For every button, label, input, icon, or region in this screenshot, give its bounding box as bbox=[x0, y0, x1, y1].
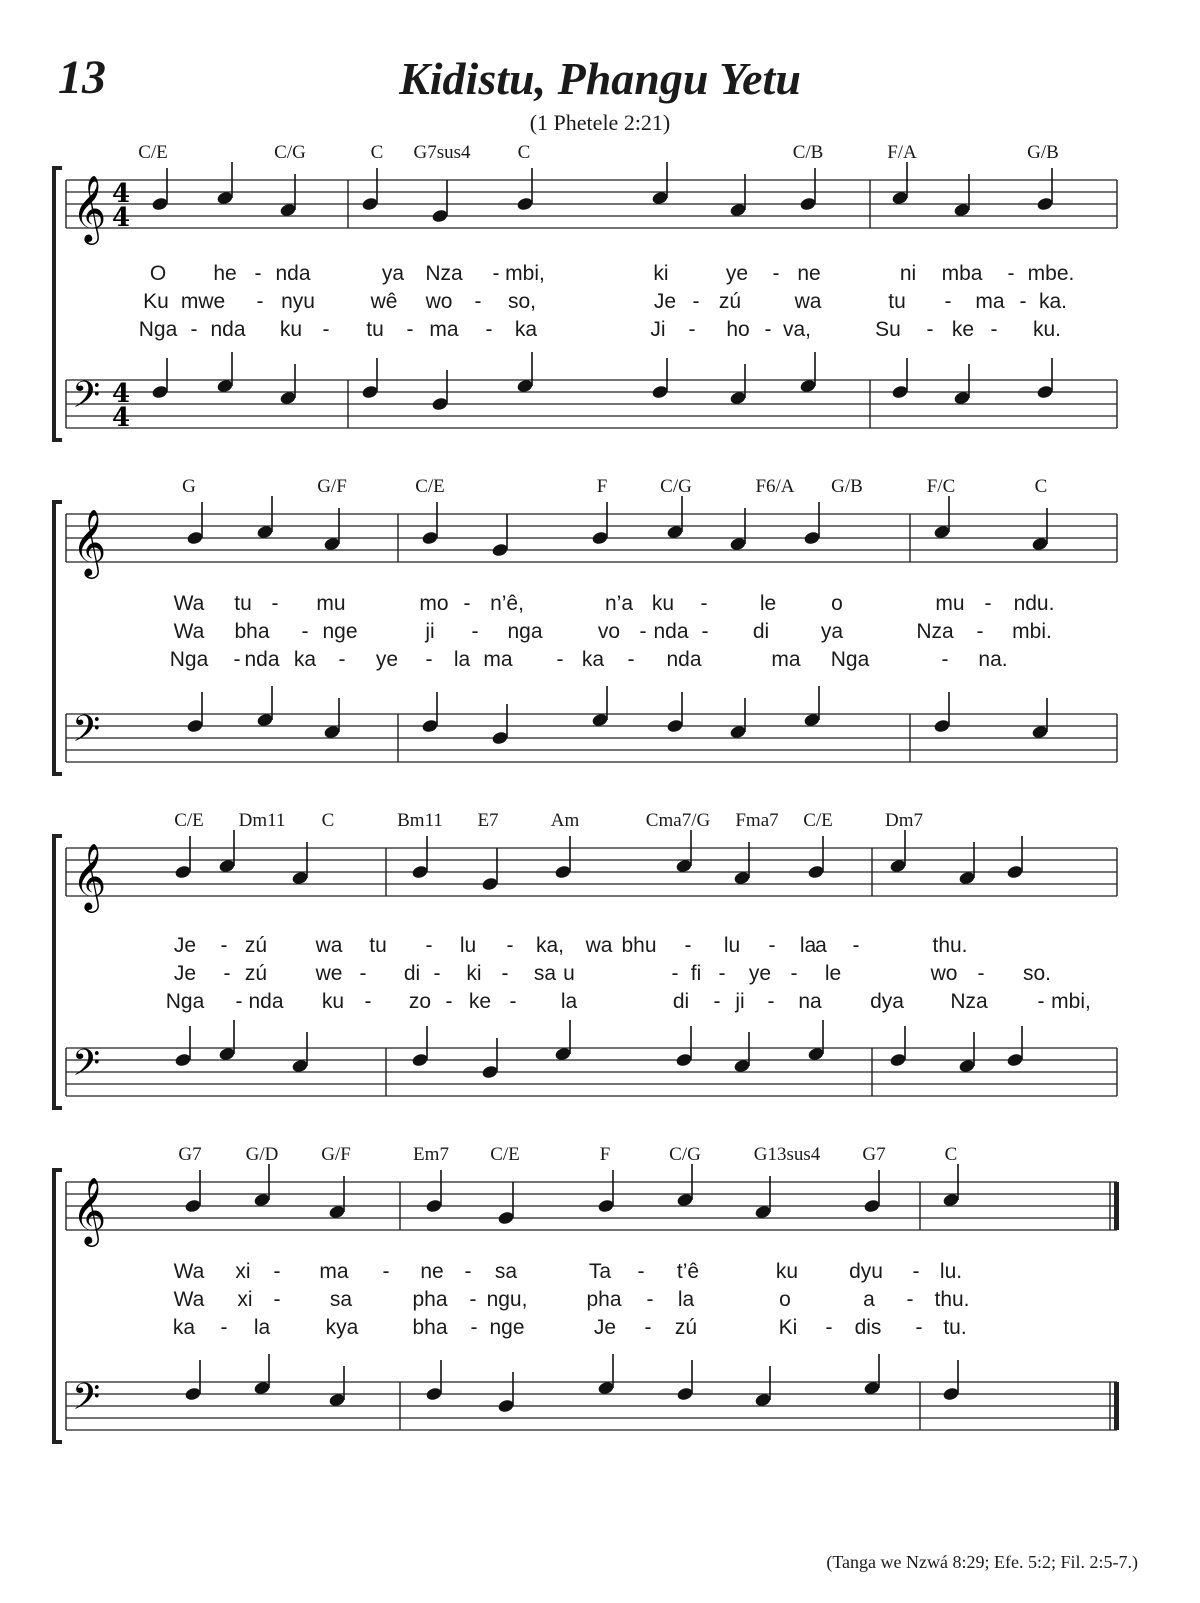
lyric-syllable: - bbox=[644, 1316, 652, 1339]
chord-symbol: G7 bbox=[862, 1144, 886, 1165]
chord-symbol: C/G bbox=[660, 476, 692, 497]
lyric-syllable: - bbox=[464, 1260, 472, 1283]
time-signature: 4 bbox=[112, 379, 131, 409]
chord-symbol: C/E bbox=[490, 1144, 520, 1165]
lyric-syllable: - bbox=[825, 1316, 833, 1339]
lyric-syllable: ya bbox=[381, 262, 405, 285]
lyric-syllable: - bbox=[627, 648, 635, 671]
lyric-syllable: Nga bbox=[165, 990, 205, 1013]
lyric-syllable: - bbox=[941, 648, 949, 671]
chord-symbol: G bbox=[182, 476, 196, 497]
lyric-syllable: Ki bbox=[778, 1316, 798, 1339]
lyric-syllable: xi bbox=[235, 1260, 251, 1283]
lyric-syllable: ne bbox=[797, 262, 821, 285]
lyric-syllable: ku bbox=[279, 318, 303, 341]
lyric-syllable: mu bbox=[316, 592, 346, 615]
chord-symbol: Dm7 bbox=[885, 810, 923, 831]
lyric-syllable: la bbox=[253, 1316, 271, 1339]
lyric-syllable: - bbox=[382, 1260, 390, 1283]
treble-clef: 𝄞 bbox=[72, 1176, 107, 1244]
lyric-syllable: ma bbox=[771, 648, 801, 671]
lyric-syllable: tu bbox=[234, 592, 252, 615]
lyric-syllable: - bbox=[790, 962, 798, 985]
chord-symbol: Am bbox=[550, 810, 580, 831]
lyric-syllable: - bbox=[501, 962, 509, 985]
lyric-syllable: - bbox=[470, 1316, 478, 1339]
lyric-syllable: Ku bbox=[143, 290, 169, 313]
lyric-syllable: Je bbox=[593, 1316, 617, 1339]
lyric-syllable: ye bbox=[748, 962, 772, 985]
lyric-syllable: ka bbox=[581, 648, 605, 671]
lyric-syllable: sa bbox=[533, 962, 557, 985]
lyric-syllable: nda bbox=[653, 620, 689, 643]
lyric-syllable: dya bbox=[870, 990, 904, 1013]
lyric-syllable: - bbox=[684, 934, 692, 957]
lyric-syllable: ni bbox=[899, 262, 917, 285]
lyric-syllable: Wa bbox=[173, 1288, 205, 1311]
chord-symbol: G/B bbox=[1027, 142, 1059, 163]
lyric-syllable: we bbox=[315, 962, 343, 985]
time-signature: 4 bbox=[112, 403, 131, 433]
final-barline bbox=[1114, 1382, 1119, 1430]
lyric-syllable: - bbox=[322, 318, 330, 341]
system-bracket bbox=[54, 1170, 62, 1442]
lyric-syllable: lu. bbox=[939, 1260, 963, 1283]
lyric-syllable: - bbox=[944, 290, 952, 313]
lyric-syllable: nga bbox=[507, 620, 543, 643]
lyric-syllable: dyu bbox=[849, 1260, 883, 1283]
lyric-syllable: Je bbox=[173, 934, 197, 957]
lyric-syllable: xi bbox=[237, 1288, 253, 1311]
lyric-syllable: na. bbox=[978, 648, 1008, 671]
lyric-syllable: tu. bbox=[943, 1316, 967, 1339]
lyric-syllable: ye bbox=[375, 648, 399, 671]
chord-symbol: Fma7 bbox=[735, 810, 779, 831]
lyric-syllable: - bbox=[445, 990, 453, 1013]
lyric-syllable: Nga bbox=[169, 648, 209, 671]
lyric-syllable: - bbox=[718, 962, 726, 985]
lyric-syllable: Wa bbox=[173, 1260, 205, 1283]
lyric-syllable: ma bbox=[429, 318, 459, 341]
lyric-syllable: - bbox=[915, 1316, 923, 1339]
lyric-syllable: - bbox=[254, 262, 262, 285]
lyric-syllable: nda bbox=[248, 990, 284, 1013]
lyric-syllable: ji bbox=[425, 620, 435, 643]
lyric-syllable: - bbox=[1007, 262, 1015, 285]
lyric-syllable: nyu bbox=[281, 290, 315, 313]
lyric-syllable: - bbox=[556, 648, 564, 671]
lyric-syllable: - bbox=[688, 318, 696, 341]
lyric-syllable: Nga bbox=[138, 318, 178, 341]
lyric-syllable: - bbox=[463, 592, 471, 615]
bass-clef: 𝄢 bbox=[72, 1376, 101, 1427]
lyric-syllable: - bbox=[364, 990, 372, 1013]
chord-symbol: C/E bbox=[174, 810, 204, 831]
lyric-syllable: - bbox=[990, 318, 998, 341]
lyric-syllable: - bbox=[506, 934, 514, 957]
lyric-syllable: mbi. bbox=[1012, 620, 1052, 643]
lyric-syllable: la bbox=[799, 934, 817, 957]
lyric-syllable: wa bbox=[794, 290, 822, 313]
system-bracket bbox=[54, 168, 62, 440]
treble-clef: 𝄞 bbox=[72, 842, 107, 910]
lyric-syllable: ku. bbox=[1032, 318, 1062, 341]
treble-clef: 𝄞 bbox=[72, 174, 107, 242]
lyric-syllable: - bbox=[220, 934, 228, 957]
lyric-syllable: - bbox=[359, 962, 367, 985]
lyric-syllable: lu bbox=[723, 934, 741, 957]
lyric-syllable: Nza bbox=[916, 620, 954, 643]
lyric-syllable: - bbox=[425, 934, 433, 957]
lyric-syllable: - bbox=[692, 290, 700, 313]
chord-symbol: F/A bbox=[887, 142, 917, 163]
lyric-syllable: Ji bbox=[650, 318, 666, 341]
chord-symbol: G7sus4 bbox=[413, 142, 471, 163]
lyric-syllable: le bbox=[824, 962, 842, 985]
lyric-syllable: ye bbox=[725, 262, 749, 285]
treble-clef: 𝄞 bbox=[72, 508, 107, 576]
lyric-syllable: Wa bbox=[173, 592, 205, 615]
lyric-syllable: ku bbox=[651, 592, 675, 615]
lyric-syllable: o bbox=[831, 592, 843, 615]
lyric-syllable: u bbox=[563, 962, 575, 985]
bass-clef: 𝄢 bbox=[72, 708, 101, 759]
chord-symbol: C/E bbox=[803, 810, 833, 831]
lyric-syllable: la bbox=[560, 990, 578, 1013]
lyric-syllable: - bbox=[639, 620, 647, 643]
lyric-syllable: Su bbox=[875, 318, 901, 341]
lyric-syllable: va, bbox=[782, 318, 812, 341]
lyric-syllable: mwe bbox=[180, 290, 226, 313]
lyric-syllable: n’a bbox=[604, 592, 634, 615]
lyric-syllable: di bbox=[752, 620, 770, 643]
lyric-syllable: - bbox=[926, 318, 934, 341]
bass-clef: 𝄢 bbox=[72, 374, 101, 425]
lyric-syllable: wo bbox=[425, 290, 453, 313]
lyric-syllable: - bbox=[984, 592, 992, 615]
lyric-syllable: mbe. bbox=[1027, 262, 1075, 285]
chord-symbol: C bbox=[517, 142, 531, 163]
lyric-syllable: mbi, bbox=[505, 262, 545, 285]
lyric-syllable: Wa bbox=[173, 620, 205, 643]
lyric-syllable: thu. bbox=[934, 1288, 970, 1311]
lyric-syllable: n’ê, bbox=[490, 592, 524, 615]
lyric-syllable: zú bbox=[244, 962, 268, 985]
lyric-syllable: fi bbox=[690, 962, 702, 985]
chord-symbol: E7 bbox=[477, 810, 499, 831]
footer-references: (Tanga we Nzwá 8:29; Efe. 5:2; Fil. 2:5-7.) bbox=[826, 1552, 1138, 1572]
lyric-syllable: bhu bbox=[621, 934, 657, 957]
chord-symbol: F bbox=[596, 476, 608, 497]
lyric-syllable: - bbox=[852, 934, 860, 957]
chord-symbol: G/D bbox=[245, 1144, 279, 1165]
lyric-syllable: thu. bbox=[932, 934, 968, 957]
lyric-syllable: nda bbox=[210, 318, 246, 341]
chord-symbol: C/G bbox=[669, 1144, 701, 1165]
lyric-syllable: Nza bbox=[425, 262, 463, 285]
lyric-syllable: ku bbox=[775, 1260, 799, 1283]
lyric-syllable: - bbox=[469, 1288, 477, 1311]
lyric-syllable: mbi, bbox=[1051, 990, 1091, 1013]
lyric-syllable: zo bbox=[408, 990, 432, 1013]
chord-symbol: C/B bbox=[792, 142, 824, 163]
time-signature: 4 bbox=[112, 179, 131, 209]
lyric-syllable: - bbox=[301, 620, 309, 643]
lyric-syllable: - bbox=[701, 620, 709, 643]
lyric-syllable: - bbox=[220, 1316, 228, 1339]
chord-symbol: Cma7/G bbox=[645, 810, 711, 831]
lyric-syllable: vo bbox=[597, 620, 621, 643]
lyric-syllable: he bbox=[213, 262, 237, 285]
lyric-syllable: - bbox=[256, 290, 264, 313]
chord-symbol: F bbox=[599, 1144, 611, 1165]
lyric-syllable: Ta bbox=[588, 1260, 612, 1283]
lyric-syllable: ho bbox=[726, 318, 750, 341]
lyric-syllable: nge bbox=[322, 620, 358, 643]
lyric-syllable: t’ê bbox=[676, 1260, 700, 1283]
lyric-syllable: sa bbox=[494, 1260, 518, 1283]
lyric-syllable: a bbox=[863, 1288, 875, 1311]
lyric-syllable: - bbox=[474, 290, 482, 313]
lyric-syllable: ndu. bbox=[1013, 592, 1055, 615]
hymn-title: Kidistu, Phangu Yetu bbox=[399, 53, 801, 104]
lyric-syllable: - bbox=[223, 962, 231, 985]
lyric-syllable: tu bbox=[366, 318, 384, 341]
lyric-syllable: dis bbox=[854, 1316, 882, 1339]
lyric-syllable: na bbox=[798, 990, 822, 1013]
lyric-syllable: - bbox=[912, 1260, 920, 1283]
lyric-syllable: nda bbox=[244, 648, 280, 671]
lyric-syllable: a bbox=[815, 934, 827, 957]
lyric-syllable: Nza bbox=[950, 990, 988, 1013]
system-bracket bbox=[54, 502, 62, 774]
system-bracket bbox=[54, 836, 62, 1108]
chord-symbol: C/E bbox=[415, 476, 445, 497]
lyric-syllable: ma bbox=[319, 1260, 349, 1283]
lyric-syllable: - bbox=[485, 318, 493, 341]
lyric-syllable: - bbox=[700, 592, 708, 615]
lyric-syllable: - bbox=[471, 620, 479, 643]
chord-symbol: C/E bbox=[138, 142, 168, 163]
lyric-syllable: ku bbox=[321, 990, 345, 1013]
lyric-syllable: wo bbox=[930, 962, 958, 985]
lyric-syllable: mu bbox=[935, 592, 965, 615]
lyric-syllable: - bbox=[671, 962, 679, 985]
final-barline bbox=[1114, 1182, 1119, 1230]
lyric-syllable: - bbox=[976, 620, 984, 643]
hymn-number: 13 bbox=[58, 51, 106, 104]
scripture-reference: (1 Phetele 2:21) bbox=[529, 110, 671, 135]
lyric-syllable: mo bbox=[419, 592, 449, 615]
lyric-syllable: zú bbox=[674, 1316, 698, 1339]
lyric-syllable: wê bbox=[370, 290, 398, 313]
lyric-syllable: - bbox=[509, 990, 517, 1013]
lyric-syllable: - bbox=[764, 318, 772, 341]
lyric-syllable: - bbox=[406, 318, 414, 341]
lyric-syllable: ma bbox=[975, 290, 1005, 313]
lyric-syllable: O bbox=[149, 262, 167, 285]
lyric-syllable: Je bbox=[653, 290, 677, 313]
lyric-syllable: bha bbox=[234, 620, 270, 643]
lyric-syllable: - bbox=[977, 962, 985, 985]
lyric-syllable: - bbox=[273, 1260, 281, 1283]
chord-symbol: G13sus4 bbox=[753, 1144, 821, 1165]
lyric-syllable: - bbox=[1019, 290, 1027, 313]
chord-symbol: G7 bbox=[178, 1144, 202, 1165]
lyric-syllable: ma bbox=[483, 648, 513, 671]
lyric-syllable: la bbox=[453, 648, 471, 671]
bass-clef: 𝄢 bbox=[72, 1042, 101, 1093]
lyric-syllable: - bbox=[713, 990, 721, 1013]
chord-symbol: Dm11 bbox=[238, 810, 286, 831]
lyric-syllable: sa bbox=[329, 1288, 353, 1311]
lyric-syllable: - bbox=[271, 592, 279, 615]
lyric-syllable: - bbox=[772, 262, 780, 285]
lyric-syllable: le bbox=[759, 592, 777, 615]
chord-symbol: G/F bbox=[317, 476, 347, 497]
lyric-syllable: - bbox=[433, 962, 441, 985]
lyric-syllable: pha bbox=[412, 1288, 448, 1311]
lyric-syllable: - bbox=[492, 262, 500, 285]
lyric-syllable: wa bbox=[315, 934, 343, 957]
chord-symbol: Em7 bbox=[413, 1144, 449, 1165]
lyric-syllable: - bbox=[190, 318, 198, 341]
lyric-syllable: - bbox=[425, 648, 433, 671]
lyric-syllable: ka bbox=[293, 648, 317, 671]
lyric-syllable: so. bbox=[1022, 962, 1052, 985]
lyric-syllable: - bbox=[768, 934, 776, 957]
chord-symbol: Bm11 bbox=[397, 810, 443, 831]
lyric-syllable: ki bbox=[466, 962, 482, 985]
chord-symbol: C bbox=[944, 1144, 958, 1165]
lyric-syllable: ya bbox=[820, 620, 844, 643]
lyric-syllable: ngu, bbox=[486, 1288, 528, 1311]
lyric-syllable: ke bbox=[951, 318, 975, 341]
lyric-syllable: - bbox=[338, 648, 346, 671]
lyric-syllable: Nga bbox=[830, 648, 870, 671]
lyric-syllable: nda bbox=[275, 262, 311, 285]
lyric-syllable: ki bbox=[653, 262, 669, 285]
lyric-syllable: tu bbox=[369, 934, 387, 957]
lyric-syllable: ka, bbox=[535, 934, 565, 957]
lyric-syllable: di bbox=[403, 962, 421, 985]
chord-symbol: F6/A bbox=[755, 476, 795, 497]
chord-symbol: G/F bbox=[321, 1144, 351, 1165]
lyric-syllable: kya bbox=[325, 1316, 359, 1339]
lyric-syllable: ne bbox=[420, 1260, 444, 1283]
time-signature: 4 bbox=[112, 203, 131, 233]
lyric-syllable: - bbox=[233, 648, 241, 671]
lyric-syllable: - bbox=[273, 1288, 281, 1311]
lyric-syllable: lu bbox=[459, 934, 477, 957]
chord-symbol: C/G bbox=[274, 142, 306, 163]
lyric-syllable: Je bbox=[173, 962, 197, 985]
lyric-syllable: ke bbox=[468, 990, 492, 1013]
chord-symbol: F/C bbox=[926, 476, 956, 497]
lyric-syllable: bha bbox=[412, 1316, 448, 1339]
lyric-syllable: di bbox=[672, 990, 690, 1013]
chord-symbol: C bbox=[1034, 476, 1048, 497]
lyric-syllable: nge bbox=[489, 1316, 525, 1339]
lyric-syllable: - bbox=[646, 1288, 654, 1311]
lyric-syllable: ji bbox=[735, 990, 745, 1013]
lyric-syllable: zú bbox=[718, 290, 742, 313]
lyric-syllable: mba bbox=[941, 262, 983, 285]
lyric-syllable: nda bbox=[666, 648, 702, 671]
lyric-syllable: la bbox=[677, 1288, 695, 1311]
lyric-syllable: - bbox=[1037, 990, 1045, 1013]
lyric-syllable: so, bbox=[507, 290, 537, 313]
lyric-syllable: o bbox=[779, 1288, 791, 1311]
lyric-syllable: ka bbox=[514, 318, 538, 341]
lyric-syllable: - bbox=[235, 990, 243, 1013]
lyric-syllable: zú bbox=[244, 934, 268, 957]
lyric-syllable: pha bbox=[586, 1288, 622, 1311]
lyric-syllable: tu bbox=[888, 290, 906, 313]
chord-symbol: G/B bbox=[831, 476, 863, 497]
lyric-syllable: - bbox=[637, 1260, 645, 1283]
lyric-syllable: - bbox=[906, 1288, 914, 1311]
lyric-syllable: ka bbox=[172, 1316, 196, 1339]
lyric-syllable: ka. bbox=[1038, 290, 1068, 313]
lyric-syllable: - bbox=[767, 990, 775, 1013]
lyric-syllable: wa bbox=[585, 934, 613, 957]
chord-symbol: C bbox=[321, 810, 335, 831]
chord-symbol: C bbox=[370, 142, 384, 163]
